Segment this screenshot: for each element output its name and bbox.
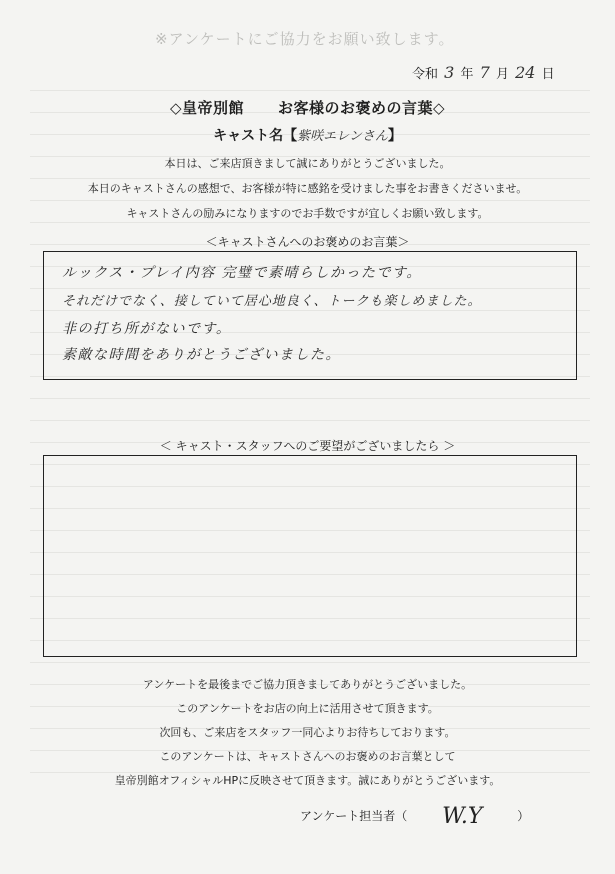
request-section-heading: ＜ キャスト・スタッフへのご要望がございましたら ＞ xyxy=(159,439,456,453)
closing-line: このアンケートは、キャストさんへのお褒めのお言葉として xyxy=(159,750,456,763)
praise-line: それだけでなく、接していて居心地良く、トークも楽しめました。 xyxy=(62,294,482,309)
title-store: ◇皇帝別館 xyxy=(169,99,244,117)
page-title xyxy=(0,97,615,118)
date-line xyxy=(412,63,555,82)
date-year-unit: 年 xyxy=(460,67,474,82)
staff-label: アンケート担当者（ xyxy=(300,809,408,823)
staff-signature: W.Y xyxy=(442,804,483,829)
title-heading: お客様のお褒めの言葉◇ xyxy=(278,99,446,117)
praise-section-heading: ＜キャストさんへのお褒めのお言葉＞ xyxy=(205,235,410,249)
cast-name: 紫咲エレンさん xyxy=(297,129,388,144)
date-month-unit: 月 xyxy=(495,67,509,82)
cast-name-line xyxy=(0,125,615,145)
date-day-unit: 日 xyxy=(541,67,555,82)
staff-close: ） xyxy=(517,809,530,823)
closing-line: このアンケートをお店の向上に活用させて頂きます。 xyxy=(176,702,439,715)
closing-line: 皇帝別館オフィシャルHPに反映させて頂きます。誠にありがとうございます。 xyxy=(114,774,501,787)
praise-line: 非の打ち所がないです。 xyxy=(62,321,232,337)
show-through-text: ※アンケートにご協力をお願い致します。 xyxy=(155,30,455,48)
cast-label: キャスト名【 xyxy=(213,128,298,144)
date-month: 7 xyxy=(479,63,490,82)
date-year: 3 xyxy=(444,63,455,82)
request-box xyxy=(43,455,577,657)
closing-line: アンケートを最後までご協力頂きましてありがとうございました。 xyxy=(142,678,473,691)
praise-line: 素敵な時間をありがとうございました。 xyxy=(62,347,341,363)
date-era: 令和 xyxy=(412,67,439,82)
closing-line: 次回も、ご来店をスタッフ一同心よりお待ちしております。 xyxy=(159,726,456,739)
intro-line: 本日は、ご来店頂きまして誠にありがとうございました。 xyxy=(164,157,451,170)
intro-line: キャストさんの励みになりますのでお手数ですが宜しくお願い致します。 xyxy=(126,207,489,220)
intro-line: 本日のキャストさんの感想で、お客様が特に感銘を受けました事をお書きくださいませ。 xyxy=(87,182,528,195)
staff-line xyxy=(300,804,529,829)
date-day: 24 xyxy=(515,63,536,82)
cast-close: 】 xyxy=(387,128,402,144)
praise-line: ルックス・プレイ内容 完璧で素晴らしかったです。 xyxy=(62,265,422,281)
